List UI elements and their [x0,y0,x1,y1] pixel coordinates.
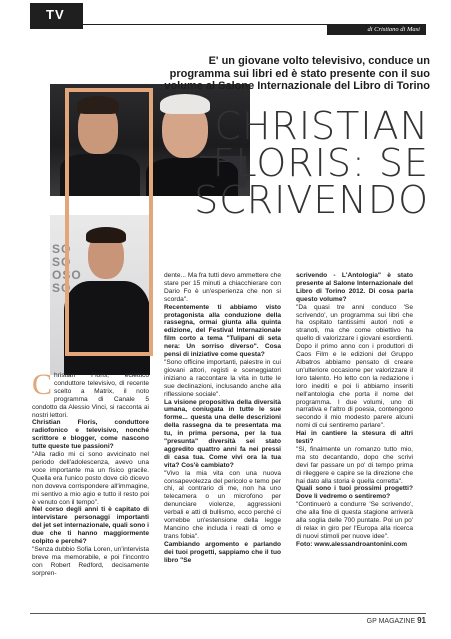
question-text: Quali sono i tuoi prossimi progetti? Dove li vedremo o sentiremo? [296,485,413,501]
section-label: TV [46,7,65,22]
question [164,541,281,565]
page-number: 91 [417,616,426,625]
question-text: Christian Floris, conduttore radiofonico e televisivo, nonché scrittore e blogger, come nascono tutte queste tue passioni? [32,419,149,451]
intro-paragraph [32,368,149,419]
section-tab [30,3,83,29]
question-text: La visione propositiva della diversità umana, coniugata in tutte le sue forme... questa una delle descrizioni della rassegna da te presentata ma tu, in prima persona, per la tua "presunta" diversità sei stato aggredito quattro anni fa nei pressi di casa tua. Come vivi ora la tua vita? Cos'è cambiato? [164,398,281,469]
article-dek: E' un giovane volto televisivo, conduce un programma sui libri ed è stato presente con il suo volume al Salone Internazionale del Libro di Torino [164,55,430,92]
answer: "Sono officine importanti, palestre in cui giovani attori, registi e sceneggiatori iniziano a raccontare la vita in tutte le sue declinazioni, inclusando anche alla riflessione sociale". [164,358,281,398]
answer: "Da quasi tre anni conduco 'Se scrivendo', un programma sui libri che ha ospitato tantissimi autori noti e stranoti, ma che come obiettivo ha quello di valorizzare i giovani esordienti. Dopo il primo anno con i produttori di Caos Film e le edizioni del Gruppo Albatros abbiamo pensato di creare un'ulteriore occasione per valorizzare il loro talento. Ho letto con la redazione i loro inediti e poi li abbiamo inseriti nell'antologia che porta il nome del programma. I due volumi, uno di narrativa e l'altro di poesia, contengono secondo il mio modesto parere alcuni nomi di cui sentiremo parlare". [296,303,413,430]
magazine-name: GP MAGAZINE [366,618,416,625]
intro-text: hristian Floris, eclettico conduttore televisivo, di recente scelto a Matrix, il noto programma di Canale 5 condotto da Alessio Vinci, si racconta ai nostri lettori. [32,372,149,419]
page-footer [367,616,426,625]
byline: di Cristiano di Masi [367,26,420,33]
accent-frame [65,88,153,356]
answer: "Vivo la mia vita con una nuova consapevolezza del pericolo e temo per chi, al contrario di me, non ha uno telecamera o un microfono per denunciare violenze, aggressioni verbali e atti di bullismo, ecco perché ci vorrebbe un'estensione della legge Mancino che includa i reati di omo e trans fobia". [164,469,281,540]
question [32,419,149,451]
text-column-2 [164,272,281,565]
footer-rule [30,613,426,614]
article-headline: CHRISTIAN FLORIS: SE SCRIVENDO [194,104,429,222]
question [164,399,281,470]
answer: "Sì, finalmente un romanzo tutto mio, ma sto decantando, dopo che scrivi devi far passare un po' di tempo prima di rileggere e capire se la direzione che hai dato alla storia è quella corretta". [296,445,413,485]
photo-credit-text: Foto: www.alessandroantonini.com [296,540,408,548]
answer: "Continuerò a condurre 'Se scrivendo', che alla fine di questa stagione arriverà alla soglia delle 700 puntate. Poi un po' di relax in giro per l'Europa alla ricerca di nuovi stimoli per nuove idee". [296,501,413,540]
question-text: Recentemente ti abbiamo visto protagonista alla conduzione della rassegna, ormai giunta alla quinta edizione, del Festival Internazionale film corto a tema "Tulipani di seta nera: Un sorriso diverso". Cosa pensi di iniziative come questa? [164,303,281,359]
question [296,430,413,446]
question-text: Nel corso degli anni ti è capitato di intervistare personaggi importanti del jet set internazionale, quali sono i due che ti hanno maggiormente colpito e perché? [32,506,149,546]
question [164,304,281,359]
answer: "Senza dubbio Sofia Loren, un'intervista breve ma memorabile, e poi l'incontro con Robert Redford, decisamente sorpren- [32,545,149,577]
question-text: scrivendo - L'Antologia" è stato presente al Salone Internazionale del Libro di Torino 2012. Di cosa parla questo volume? [296,272,413,303]
photo-credit [296,541,413,549]
byline-bar [327,24,426,35]
text-column-1 [32,368,149,578]
question-text: Hai in cantiere la stesura di altri testi? [296,430,413,446]
answer: "Alla radio mi ci sono avvicinato nel periodo dell'adolescenza, avevo una voce importante ma un fisico gracile. Quella era l'unico posto dove ciò dicevo non doveva corrispondere all'immagine, mi sentivo a mio agio e tutto il resto poi è venuto con il tempo". [32,451,149,506]
photo-backdrop-text: SO SO OSO SO [52,242,82,295]
question-text: Cambiando argomento e parlando dei tuoi progetti, sappiamo che il tuo libro "Se [164,540,281,564]
drop-cap: C [32,368,53,401]
answer: dente... Ma fra tutti devo ammettere che stare per 15 minuti a chiacchierare con Dario Fo è un'esperienza che non si scorda". [164,272,281,303]
text-column-3 [296,272,413,549]
question [296,272,413,304]
question [32,506,149,546]
question [296,485,413,501]
